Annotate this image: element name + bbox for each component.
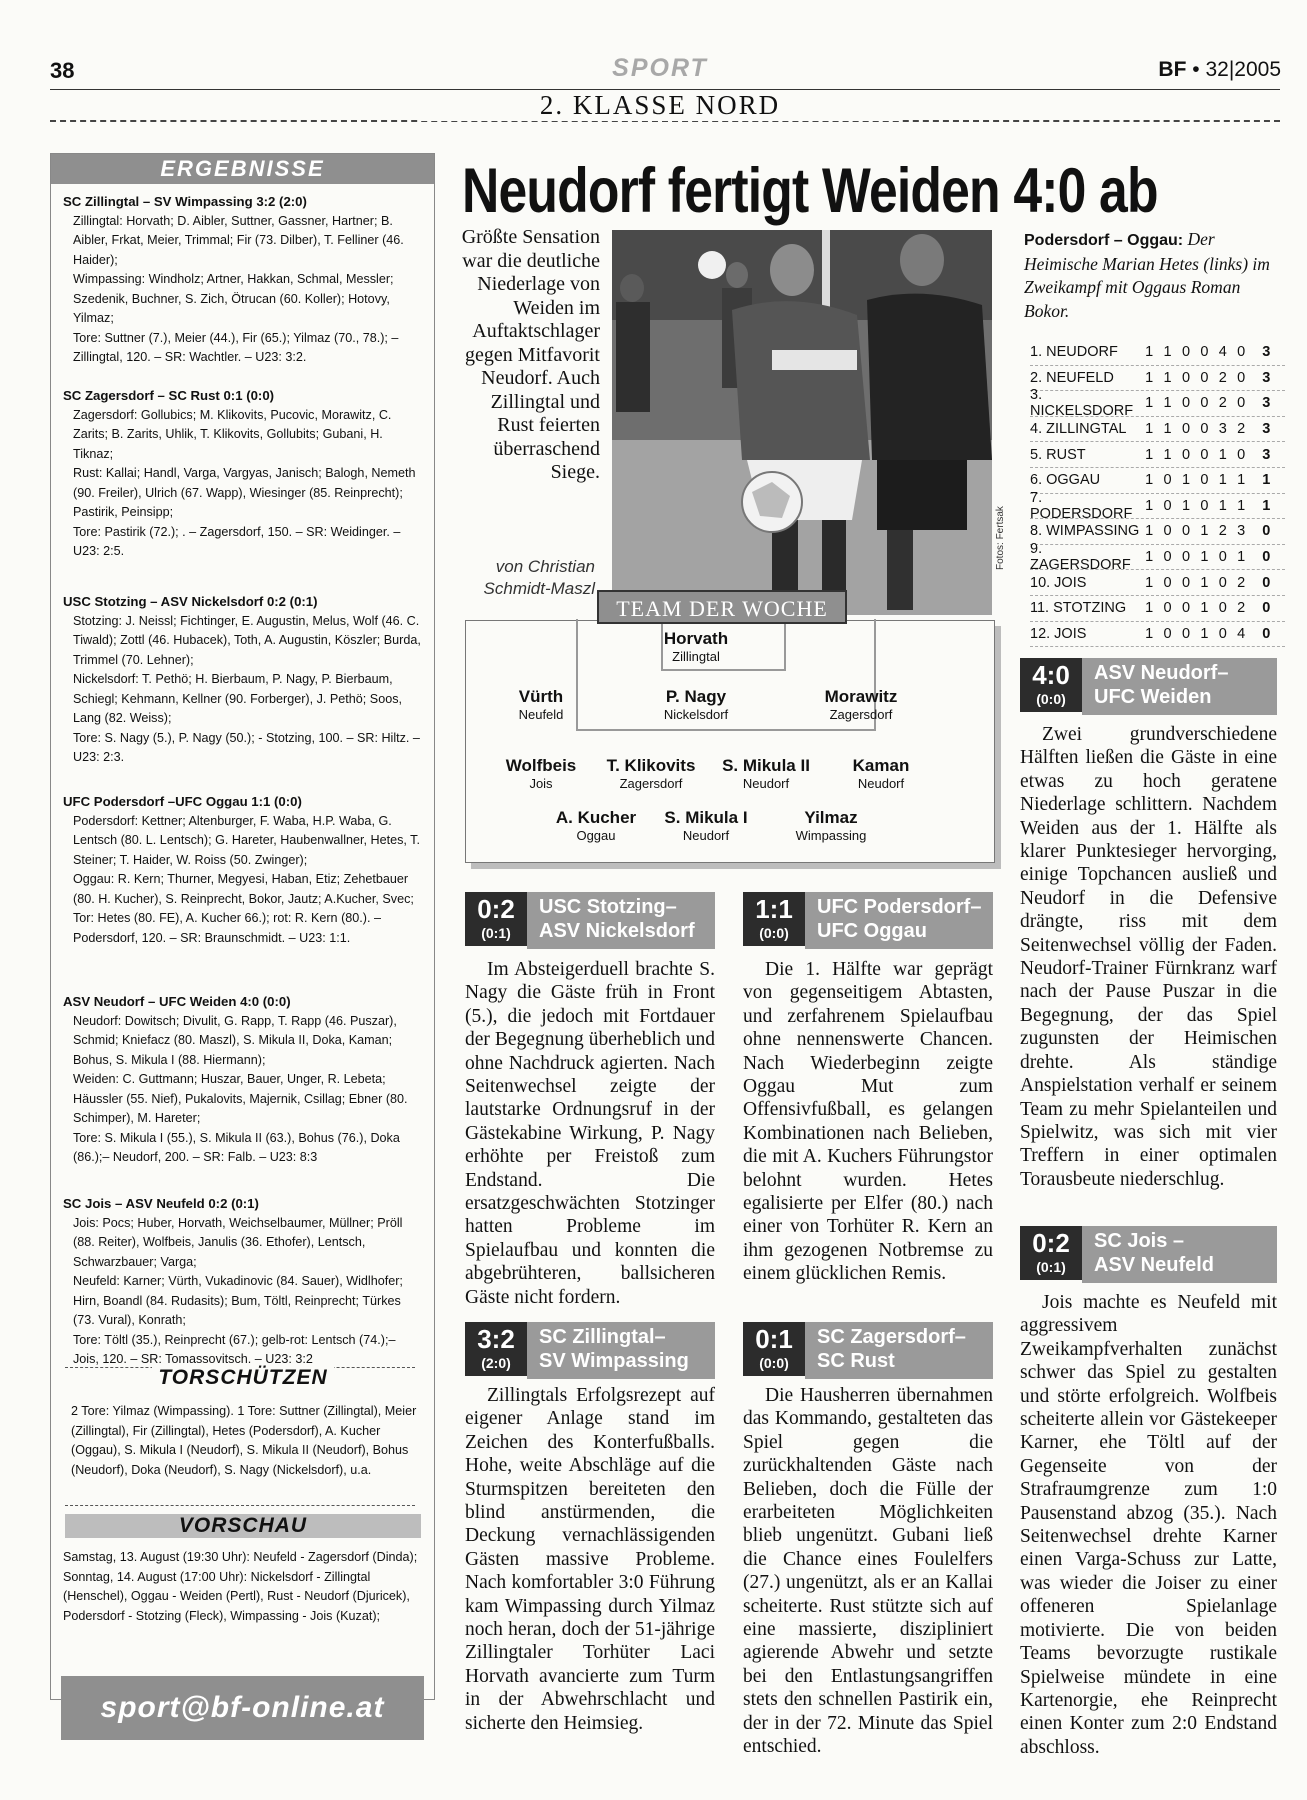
scorers-title <box>65 1366 421 1390</box>
halftime-score: (2:0) <box>481 1355 511 1371</box>
preview-text: Samstag, 13. August (19:30 Uhr): Neufeld - Zagersdorf (Dinda); Sonntag, 14. August (17:00 Uhr): Nickelsdorf - Zillingtal (Henschel), Oggau - Weiden (Pertl), Rust - Neudorf (Djuricek), Podersdorf - Stotzing (Fleck), Wimpassing - Jois (Kuzat); <box>63 1550 418 1623</box>
page-number: 38 <box>50 58 75 83</box>
standings-stat: 0 <box>1163 523 1172 540</box>
standings-points: 0 <box>1262 523 1271 540</box>
match-report <box>1020 1291 1277 1759</box>
standings-stat: 1 <box>1145 497 1154 514</box>
standings-team: 1. NEUDORF <box>1030 344 1118 361</box>
match-report-text: Die 1. Hälfte war geprägt von gegenseitigem Abtasten, und zerfahrenem Spielaufbau ohne nennenswerte Chancen. Nach Wiederbeginn zeigte Oggau Mut zum Offensivfußball, es gelangen Kombinationen nach Belieben, die mit A. Kuchers Führungstor belohnt wurden. Hetes egalisierte per Elfer (80.) nach einer von Torhüter R. Kern an ihm gezogenen Notbremse zu einem glücklichen Remis. <box>743 959 993 1285</box>
standings-stat: 0 <box>1218 625 1227 642</box>
standings-row <box>1030 596 1285 622</box>
standings-stat: 1 <box>1181 472 1191 489</box>
result-lineup: Zillingtal: Horvath; D. Aibler, Suttner, Gassner, Hartner; B. Aibler, Frkat, Meier, Trimmal; Fir (73. Dilber), T. Felliner (46. Haider); <box>73 213 404 267</box>
standings-row <box>1030 340 1285 366</box>
preview-title-text: VORSCHAU <box>178 1514 308 1537</box>
standings-stat: 0 <box>1200 395 1209 412</box>
standings-points: 1 <box>1262 472 1271 489</box>
result-lineup: Tore: S. Mikula I (55.), S. Mikula II (63.), Bohus (76.), Doka (86.);– Neudorf, 200. – SR: Falb. – U23: 8:3 <box>73 1130 400 1164</box>
standings-row <box>1030 489 1285 522</box>
standings-stat: 1 <box>1218 472 1227 489</box>
match-photo-illustration <box>612 230 992 615</box>
standings-points: 3 <box>1262 395 1271 412</box>
results-title: ERGEBNISSE <box>51 154 434 184</box>
tow-player <box>806 756 956 791</box>
result-block <box>63 386 421 562</box>
tow-player-name: T. Klikovits <box>606 756 696 775</box>
match-teams <box>1082 1226 1277 1283</box>
match-report <box>1020 723 1277 1191</box>
result-block <box>63 592 421 768</box>
result-block <box>63 792 421 948</box>
standings-row <box>1030 442 1285 468</box>
issue-info <box>1158 58 1281 82</box>
match-teams <box>527 1322 715 1379</box>
standings-stat: 2 <box>1237 600 1246 617</box>
standings-stat: 3 <box>1218 421 1227 438</box>
standings-stat: 0 <box>1237 369 1246 386</box>
match-score <box>743 1322 805 1376</box>
standings-points: 3 <box>1262 369 1271 386</box>
standings-stat: 0 <box>1200 344 1209 361</box>
tow-player <box>786 687 936 722</box>
standings-stat: 2 <box>1218 369 1227 386</box>
match-report <box>465 958 715 1309</box>
result-lineup: Tore: S. Nagy (5.), P. Nagy (50.); - Stotzing, 100. – SR: Hiltz. – U23: 2:3. <box>73 730 420 764</box>
final-score: 0:1 <box>755 1324 793 1354</box>
tow-player-club: Zagersdorf <box>829 707 893 722</box>
standings-stat: 1 <box>1145 549 1154 566</box>
halftime-score: (0:1) <box>481 925 511 941</box>
standings-team: 12. JOIS <box>1030 625 1087 642</box>
standings-stat: 1 <box>1145 523 1154 540</box>
tow-player-club: Zillingtal <box>672 649 720 664</box>
standings-row <box>1030 417 1285 443</box>
tow-player-name: P. Nagy <box>665 687 727 706</box>
result-block <box>63 1194 421 1370</box>
result-lineup: Podersdorf: Kettner; Altenburger, F. Waba, H.P. Waba, G. Lentsch (80. L. Lentsch); G. Hareter, Haubenwallner, Hetes, T. Steiner; T. Haider, W. Roiss (50. Zwinger); <box>73 813 420 867</box>
result-lineup: Jois: Pocs; Huber, Horvath, Weichselbaumer, Müllner; Pröll (88. Reiter), Wolfbeis, Janulis (36. Ethofer), Lentsch, Schwarzbauer; Varga; <box>73 1215 403 1269</box>
standings-stat: 0 <box>1181 344 1191 361</box>
standings-stat: 0 <box>1181 625 1191 642</box>
tow-player-name: Vürth <box>518 687 564 706</box>
standings-row <box>1030 570 1285 596</box>
tow-player-club: Neudorf <box>742 776 790 791</box>
standings-stat: 1 <box>1200 600 1209 617</box>
standings-stat: 1 <box>1145 421 1154 438</box>
match-report <box>743 1384 993 1759</box>
standings-stat: 3 <box>1237 523 1246 540</box>
league-title: 2. KLASSE NORD <box>420 90 900 121</box>
match-report-text: Die Hausherren übernahmen das Kommando, gestalteten das Spiel gegen die zurückhaltenden Gäste nach Belieben, doch die Fülle der erarbeiteten Möglichkeiten blieb ungenützt. Gubani ließ die Chance eines Foulelfers (27.) ungenützt, als er an Kallai scheiterte. Rust stützte sich auf eine massierte, diszipliniert agierende Abwehr und setzte bei den Entlastungsangriffen stets den schnellen Pastirik ein, der in der 72. Minute das Spiel entschied. <box>743 1385 993 1758</box>
tow-player-club: Neudorf <box>857 776 905 791</box>
standings-stat: 0 <box>1237 395 1246 412</box>
match-score-box <box>743 892 993 946</box>
team-of-week-title: TEAM DER WOCHE <box>597 590 847 624</box>
standings-points: 1 <box>1262 497 1271 514</box>
result-heading: SC Zillingtal – SV Wimpassing 3:2 (2:0) <box>63 194 307 209</box>
standings-stat: 0 <box>1200 446 1209 463</box>
tow-player-club: Wimpassing <box>795 828 867 843</box>
standings-row <box>1030 387 1285 420</box>
standings-stat: 1 <box>1163 446 1172 463</box>
standings-stat: 1 <box>1200 625 1209 642</box>
result-lineup: Oggau: R. Kern; Thurner, Megyesi, Haban, Etiz; Zehetbauer (80. H. Kucher), S. Reinprecht, Bokor, Jautz; A.Kucher, Svec; <box>73 872 414 906</box>
match-report <box>743 958 993 1286</box>
standings-stat: 0 <box>1163 625 1172 642</box>
match-score <box>465 892 527 946</box>
standings-table <box>1030 340 1285 647</box>
standings-stat: 2 <box>1237 574 1246 591</box>
standings-stat: 1 <box>1163 421 1172 438</box>
result-lineup: Tore: Suttner (7.), Meier (44.), Fir (65.); Yilmaz (70., 78.); – Zillingtal, 120. – SR: Wachtler. – U23: 3:2. <box>73 330 399 364</box>
standings-stat: 1 <box>1163 395 1172 412</box>
standings-stat: 0 <box>1181 395 1191 412</box>
match-score-box <box>1020 1226 1277 1280</box>
match-report-text: Im Absteigerduell brachte S. Nagy die Gäste früh in Front (5.), die jedoch mit Fortdauer der Begegnung überheblich und ohne Nachdruck agierten. Nach Seitenwechsel zeigte der lautstarke Ordnungsruf in der Gästekabine Wirkung, P. Nagy erhöhte per Freistoß zum Endstand. Die ersatzgeschwächten Stotzinger hatten Probleme im Spielaufbau und konnten die abgebrühteren, ballsicheren Gäste nicht fordern. <box>465 959 715 1308</box>
match-score-box <box>743 1322 993 1376</box>
standings-stat: 0 <box>1218 549 1227 566</box>
standings-stat: 1 <box>1145 344 1154 361</box>
match-team-away: SC Rust <box>817 1350 895 1372</box>
photo-credit: Fotos: Fertsak <box>995 506 1006 570</box>
tow-player-name: Morawitz <box>824 687 898 706</box>
result-lineup: Stotzing: J. Neissl; Fichtinger, E. Augustin, Melus, Wolf (46. C. Tiwald); Zottl (46. Hubacek), Toth, A. Augustin, Köszler; Burda, Trimmel (70. Lehner); <box>73 613 421 667</box>
match-report-text: Jois machte es Neufeld mit aggressivem Zweikampfverhalten zunächst schwer das Spiel zu gestalten und störte erfolgreich. Wolfbeis scheiterte allein vor Gästekeeper Karner, ehe Töltl auf der Gegenseite von der Strafraumgrenze zum 1:0 Pausenstand abzog (35.). Nach Seitenwechsel drehte Karner einen Varga-Schuss zur Latte, was wieder die Joiser zu einer offeneren Spielanlage motivierte. Die von beiden Teams bevorzugte rustikale Spielweise mündete in eine Kartenorgie, ehe Reinprecht einen Konter zum 2:0 Endstand abschloss. <box>1020 1292 1277 1758</box>
tow-player-club: Oggau <box>576 828 616 843</box>
standings-stat: 2 <box>1218 395 1227 412</box>
standings-stat: 1 <box>1200 574 1209 591</box>
standings-team: 6. OGGAU <box>1030 472 1101 489</box>
result-lineup: Tore: Pastirik (72.); . – Zagersdorf, 150. – SR: Weidinger. – U23: 2:5. <box>73 524 401 558</box>
article-author: von Christian Schmidt-Maszl <box>483 557 595 598</box>
standings-team: 2. NEUFELD <box>1030 369 1114 386</box>
standings-stat: 0 <box>1218 574 1227 591</box>
result-heading: SC Jois – ASV Neufeld 0:2 (0:1) <box>63 1196 259 1211</box>
tow-player <box>756 808 906 843</box>
standings-stat: 1 <box>1145 446 1154 463</box>
halftime-score: (0:0) <box>1036 691 1066 707</box>
match-team-away: UFC Oggau <box>817 920 927 942</box>
match-team-away: UFC Weiden <box>1094 686 1212 708</box>
contact-email[interactable]: sport@bf-online.at <box>61 1676 424 1740</box>
standings-points: 0 <box>1262 600 1271 617</box>
standings-stat: 0 <box>1163 574 1172 591</box>
standings-stat: 0 <box>1181 600 1191 617</box>
article-headline: Neudorf fertigt Weiden 4:0 ab <box>462 156 1158 226</box>
standings-stat: 1 <box>1145 472 1154 489</box>
standings-team: 5. RUST <box>1030 446 1086 463</box>
standings-stat: 0 <box>1163 472 1172 489</box>
standings-stat: 0 <box>1181 574 1191 591</box>
result-lineup: Tore: Töltl (35.), Reinprecht (67.); gelb-rot: Lentsch (74.);– Jois, 120. – SR: Tomassovitsch. – U23: 3:2 <box>73 1332 396 1366</box>
tow-player-name: Kaman <box>852 756 910 775</box>
result-lineup: Wimpassing: Windholz; Artner, Hakkan, Schmal, Messler; Szedenik, Buchner, S. Zich, Ötrucan (60. Koller); Hotovy, Yilmaz; <box>73 272 394 325</box>
match-team-home: SC Jois – <box>1094 1230 1185 1252</box>
tow-player-club: Neufeld <box>518 707 564 722</box>
standings-stat: 1 <box>1237 497 1246 514</box>
tow-player <box>621 629 771 664</box>
match-report-text: Zwei grundverschiedene Hälften ließen die Gäste in eine etwas zu hoch geratene Niederlage schlittern. Nachdem Weiden aus der 1. Hälfte als klarer Punktesieger hervorging, einige Topchancen ausließ und Neudorf in die Defensive drängte, riss mit dem Seitenwechsel völlig der Faden. Neudorf-Trainer Fürnkranz warf nach der Pause Puszar in die Begegnung, der das Spiel zugunsten der Heimischen drehte. Als ständige Anspielstation verhalf er seinem Team zu mehr Spielanteilen und Spielwitz, was sich mit vier Treffern in einer optimalen Torausbeute niederschlug. <box>1020 724 1277 1190</box>
standings-stat: 0 <box>1181 369 1191 386</box>
standings-points: 0 <box>1262 549 1271 566</box>
standings-stat: 1 <box>1237 472 1246 489</box>
standings-team: 3. NICKELSDORF <box>1030 387 1134 420</box>
standings-stat: 0 <box>1181 523 1191 540</box>
result-lineup: Tor: Hetes (80. FE), A. Kucher 66.); rot: R. Kern (80.). – Podersdorf, 120. – SR: Braunschmidt. – U23: 1:1. <box>73 911 381 945</box>
halftime-score: (0:0) <box>759 925 789 941</box>
standings-stat: 0 <box>1163 497 1172 514</box>
standings-points: 0 <box>1262 574 1271 591</box>
standings-stat: 1 <box>1200 523 1209 540</box>
result-heading: SC Zagersdorf – SC Rust 0:1 (0:0) <box>63 388 275 403</box>
match-score <box>465 1322 527 1376</box>
standings-stat: 2 <box>1218 523 1227 540</box>
section-rubric: SPORT <box>612 54 708 82</box>
tow-player-club: Nickelsdorf <box>663 707 729 722</box>
tow-player-club: Neudorf <box>682 828 730 843</box>
result-lineup: Neudorf: Dowitsch; Divulit, G. Rapp, T. Rapp (46. Puszar), Schmid; Kniefacz (80. Maszl), S. Mikula II, Doka, Kaman; Bohus, S. Mikula I (88. Hiermann); <box>73 1013 397 1067</box>
match-report-text: Zillingtals Erfolgsrezept auf eigener Anlage stand im Zeichen des Konterfußballs. Hohe, weite Abschläge auf die Sturmspitzen bereiteten den blind anstürmenden, die Deckung vernachlässigenden Gästen massive Probleme. Nach komfortabler 3:0 Führung kam Wimpassing durch Yilmaz noch heran, doch der 51-jährige Zillingtaler Torhüter Laci Horvath avancierte zum Turm in der Abwehrschlacht und sicherte den Heimsieg. <box>465 1385 715 1734</box>
match-report <box>465 1384 715 1735</box>
halftime-score: (0:1) <box>1036 1259 1066 1275</box>
caption-lead: Podersdorf – Oggau: <box>1024 232 1184 249</box>
match-score-box <box>1020 658 1277 712</box>
match-score-box <box>465 1322 715 1376</box>
scorers-text: 2 Tore: Yilmaz (Wimpassing). 1 Tore: Suttner (Zillingtal), Meier (Zillingtal), Fir (Zillingtal), Hetes (Podersdorf), A. Kucher (Oggau), S. Mikula I (Neudorf), S. Mikula II (Neudorf), Bohus (Neudorf), Doka (Neudorf), S. Nagy (Nickelsdorf), u.a. <box>71 1404 417 1477</box>
standings-team: 9. ZAGERSDORF <box>1030 541 1131 574</box>
tow-player-name: Yilmaz <box>804 808 858 827</box>
result-heading: USC Stotzing – ASV Nickelsdorf 0:2 (0:1) <box>63 594 318 609</box>
standings-team: 10. JOIS <box>1030 574 1087 591</box>
halftime-score: (0:0) <box>759 1355 789 1371</box>
standings-stat: 0 <box>1200 369 1209 386</box>
issue-separator: • <box>1192 58 1200 81</box>
final-score: 0:2 <box>477 894 515 924</box>
standings-team: 7. PODERSDORF <box>1030 489 1133 522</box>
result-lineup: Rust: Kallai; Handl, Varga, Vargyas, Janisch; Balogh, Nemeth (90. Freiler), Ulrich (67. Wapp), Wiesinger (85. Reinprecht); Pastirik, Peinsipp; <box>73 466 416 519</box>
standings-points: 3 <box>1262 421 1271 438</box>
preview-title <box>65 1514 421 1538</box>
final-score: 1:1 <box>755 894 793 924</box>
photo-caption <box>1024 228 1274 323</box>
standings-stat: 1 <box>1145 395 1154 412</box>
match-teams <box>805 1322 993 1379</box>
result-lineup: Zagersdorf: Gollubics; M. Klikovits, Pucovic, Morawitz, C. Zarits; B. Zarits, Uhlik, T. Klikovits, Gollubits; Gubani, H. Tiknaz; <box>73 407 392 461</box>
standings-stat: 0 <box>1237 446 1246 463</box>
tow-player <box>466 687 616 722</box>
standings-stat: 0 <box>1237 344 1246 361</box>
match-score <box>743 892 805 946</box>
result-heading: UFC Podersdorf –UFC Oggau 1:1 (0:0) <box>63 794 302 809</box>
result-block <box>63 992 421 1168</box>
match-score <box>1020 658 1082 712</box>
standings-stat: 1 <box>1145 600 1154 617</box>
standings-stat: 1 <box>1218 497 1227 514</box>
caption-text: Der Heimische Marian Hetes (links) im Zweikampf mit Oggaus Roman Bokor. <box>1024 229 1270 321</box>
final-score: 0:2 <box>1032 1228 1070 1258</box>
standings-stat: 1 <box>1163 344 1172 361</box>
results-column <box>50 153 435 1724</box>
match-teams <box>805 892 993 949</box>
standings-stat: 1 <box>1200 549 1209 566</box>
team-of-week <box>465 620 995 863</box>
final-score: 3:2 <box>477 1324 515 1354</box>
result-lineup: Weiden: C. Guttmann; Huszar, Bauer, Unger, R. Lebeta; Häussler (55. Nief), Pukalovits, Majernik, Csillag; Ebner (80. Schimper), M. Hareter; <box>73 1072 408 1125</box>
standings-stat: 1 <box>1145 625 1154 642</box>
standings-stat: 1 <box>1237 549 1246 566</box>
standings-stat: 0 <box>1200 421 1209 438</box>
standings-stat: 1 <box>1163 369 1172 386</box>
standings-stat: 1 <box>1218 446 1227 463</box>
result-heading: ASV Neudorf – UFC Weiden 4:0 (0:0) <box>63 994 291 1009</box>
match-team-away: ASV Nickelsdorf <box>539 920 695 942</box>
issue-number: 32|2005 <box>1205 58 1281 81</box>
match-team-away: ASV Neufeld <box>1094 1254 1215 1276</box>
standings-stat: 4 <box>1237 625 1246 642</box>
tow-player-name: Horvath <box>663 629 729 648</box>
match-score-box <box>465 892 715 946</box>
standings-stat: 0 <box>1181 549 1191 566</box>
tow-player-name: Wolfbeis <box>505 756 577 775</box>
standings-team: 11. STOTZING <box>1030 600 1127 617</box>
standings-stat: 0 <box>1181 421 1191 438</box>
match-team-home: SC Zillingtal– <box>539 1326 666 1348</box>
standings-stat: 0 <box>1200 472 1209 489</box>
standings-stat: 0 <box>1163 600 1172 617</box>
standings-stat: 0 <box>1200 497 1209 514</box>
scorers-title-text: TORSCHÜTZEN <box>152 1366 333 1389</box>
match-team-home: USC Stotzing– <box>539 896 677 918</box>
standings-stat: 0 <box>1163 549 1172 566</box>
standings-stat: 2 <box>1237 421 1246 438</box>
match-team-home: UFC Podersdorf– <box>817 896 982 918</box>
result-lineup: Nickelsdorf: T. Pethö; H. Bierbaum, P. Nagy, P. Bierbaum, Schiegl; Kehmann, Kellner (90. Forberger), J. Pethö; Soos, Lang (82. Weiss); <box>73 672 403 725</box>
standings-row <box>1030 541 1285 574</box>
standings-stat: 4 <box>1218 344 1227 361</box>
article-lead: Größte Sensation war die deutliche Niederlage von Weiden im Auftaktschlager gegen Mitfavorit Neudorf. Auch Zillingtal und Rust feierten überraschend Siege. <box>461 226 600 483</box>
tow-player <box>621 687 771 722</box>
match-score <box>1020 1226 1082 1280</box>
standings-stat: 0 <box>1181 446 1191 463</box>
standings-team: 4. ZILLINGTAL <box>1030 421 1127 438</box>
match-team-home: ASV Neudorf– <box>1094 662 1229 684</box>
tow-player-name: S. Mikula I <box>664 808 748 827</box>
standings-points: 0 <box>1262 625 1271 642</box>
standings-stat: 1 <box>1181 497 1191 514</box>
result-lineup: Neufeld: Karner; Vürth, Vukadinovic (84. Sauer), Widlhofer; Hirn, Boandl (84. Rudasits); Bum, Töltl, Reinprecht; Türkes (73. Vural), Konrath; <box>73 1274 403 1327</box>
standings-row <box>1030 622 1285 648</box>
standings-team: 8. WIMPASSING <box>1030 523 1140 540</box>
tow-player-name: A. Kucher <box>555 808 637 827</box>
tow-player-club: Jois <box>529 776 553 791</box>
standings-stat: 1 <box>1145 574 1154 591</box>
final-score: 4:0 <box>1032 660 1070 690</box>
preview-divider <box>65 1505 415 1506</box>
standings-points: 3 <box>1262 446 1271 463</box>
match-team-away: SV Wimpassing <box>539 1350 689 1372</box>
match-photo <box>612 230 992 615</box>
result-block <box>63 192 421 368</box>
tow-player-name: S. Mikula II <box>722 756 810 775</box>
issue-brand: BF <box>1158 58 1187 81</box>
match-teams <box>527 892 715 949</box>
standings-stat: 1 <box>1145 369 1154 386</box>
standings-stat: 0 <box>1218 600 1227 617</box>
match-teams <box>1082 658 1277 715</box>
tow-player-club: Zagersdorf <box>619 776 683 791</box>
match-team-home: SC Zagersdorf– <box>817 1326 966 1348</box>
standings-points: 3 <box>1262 344 1271 361</box>
